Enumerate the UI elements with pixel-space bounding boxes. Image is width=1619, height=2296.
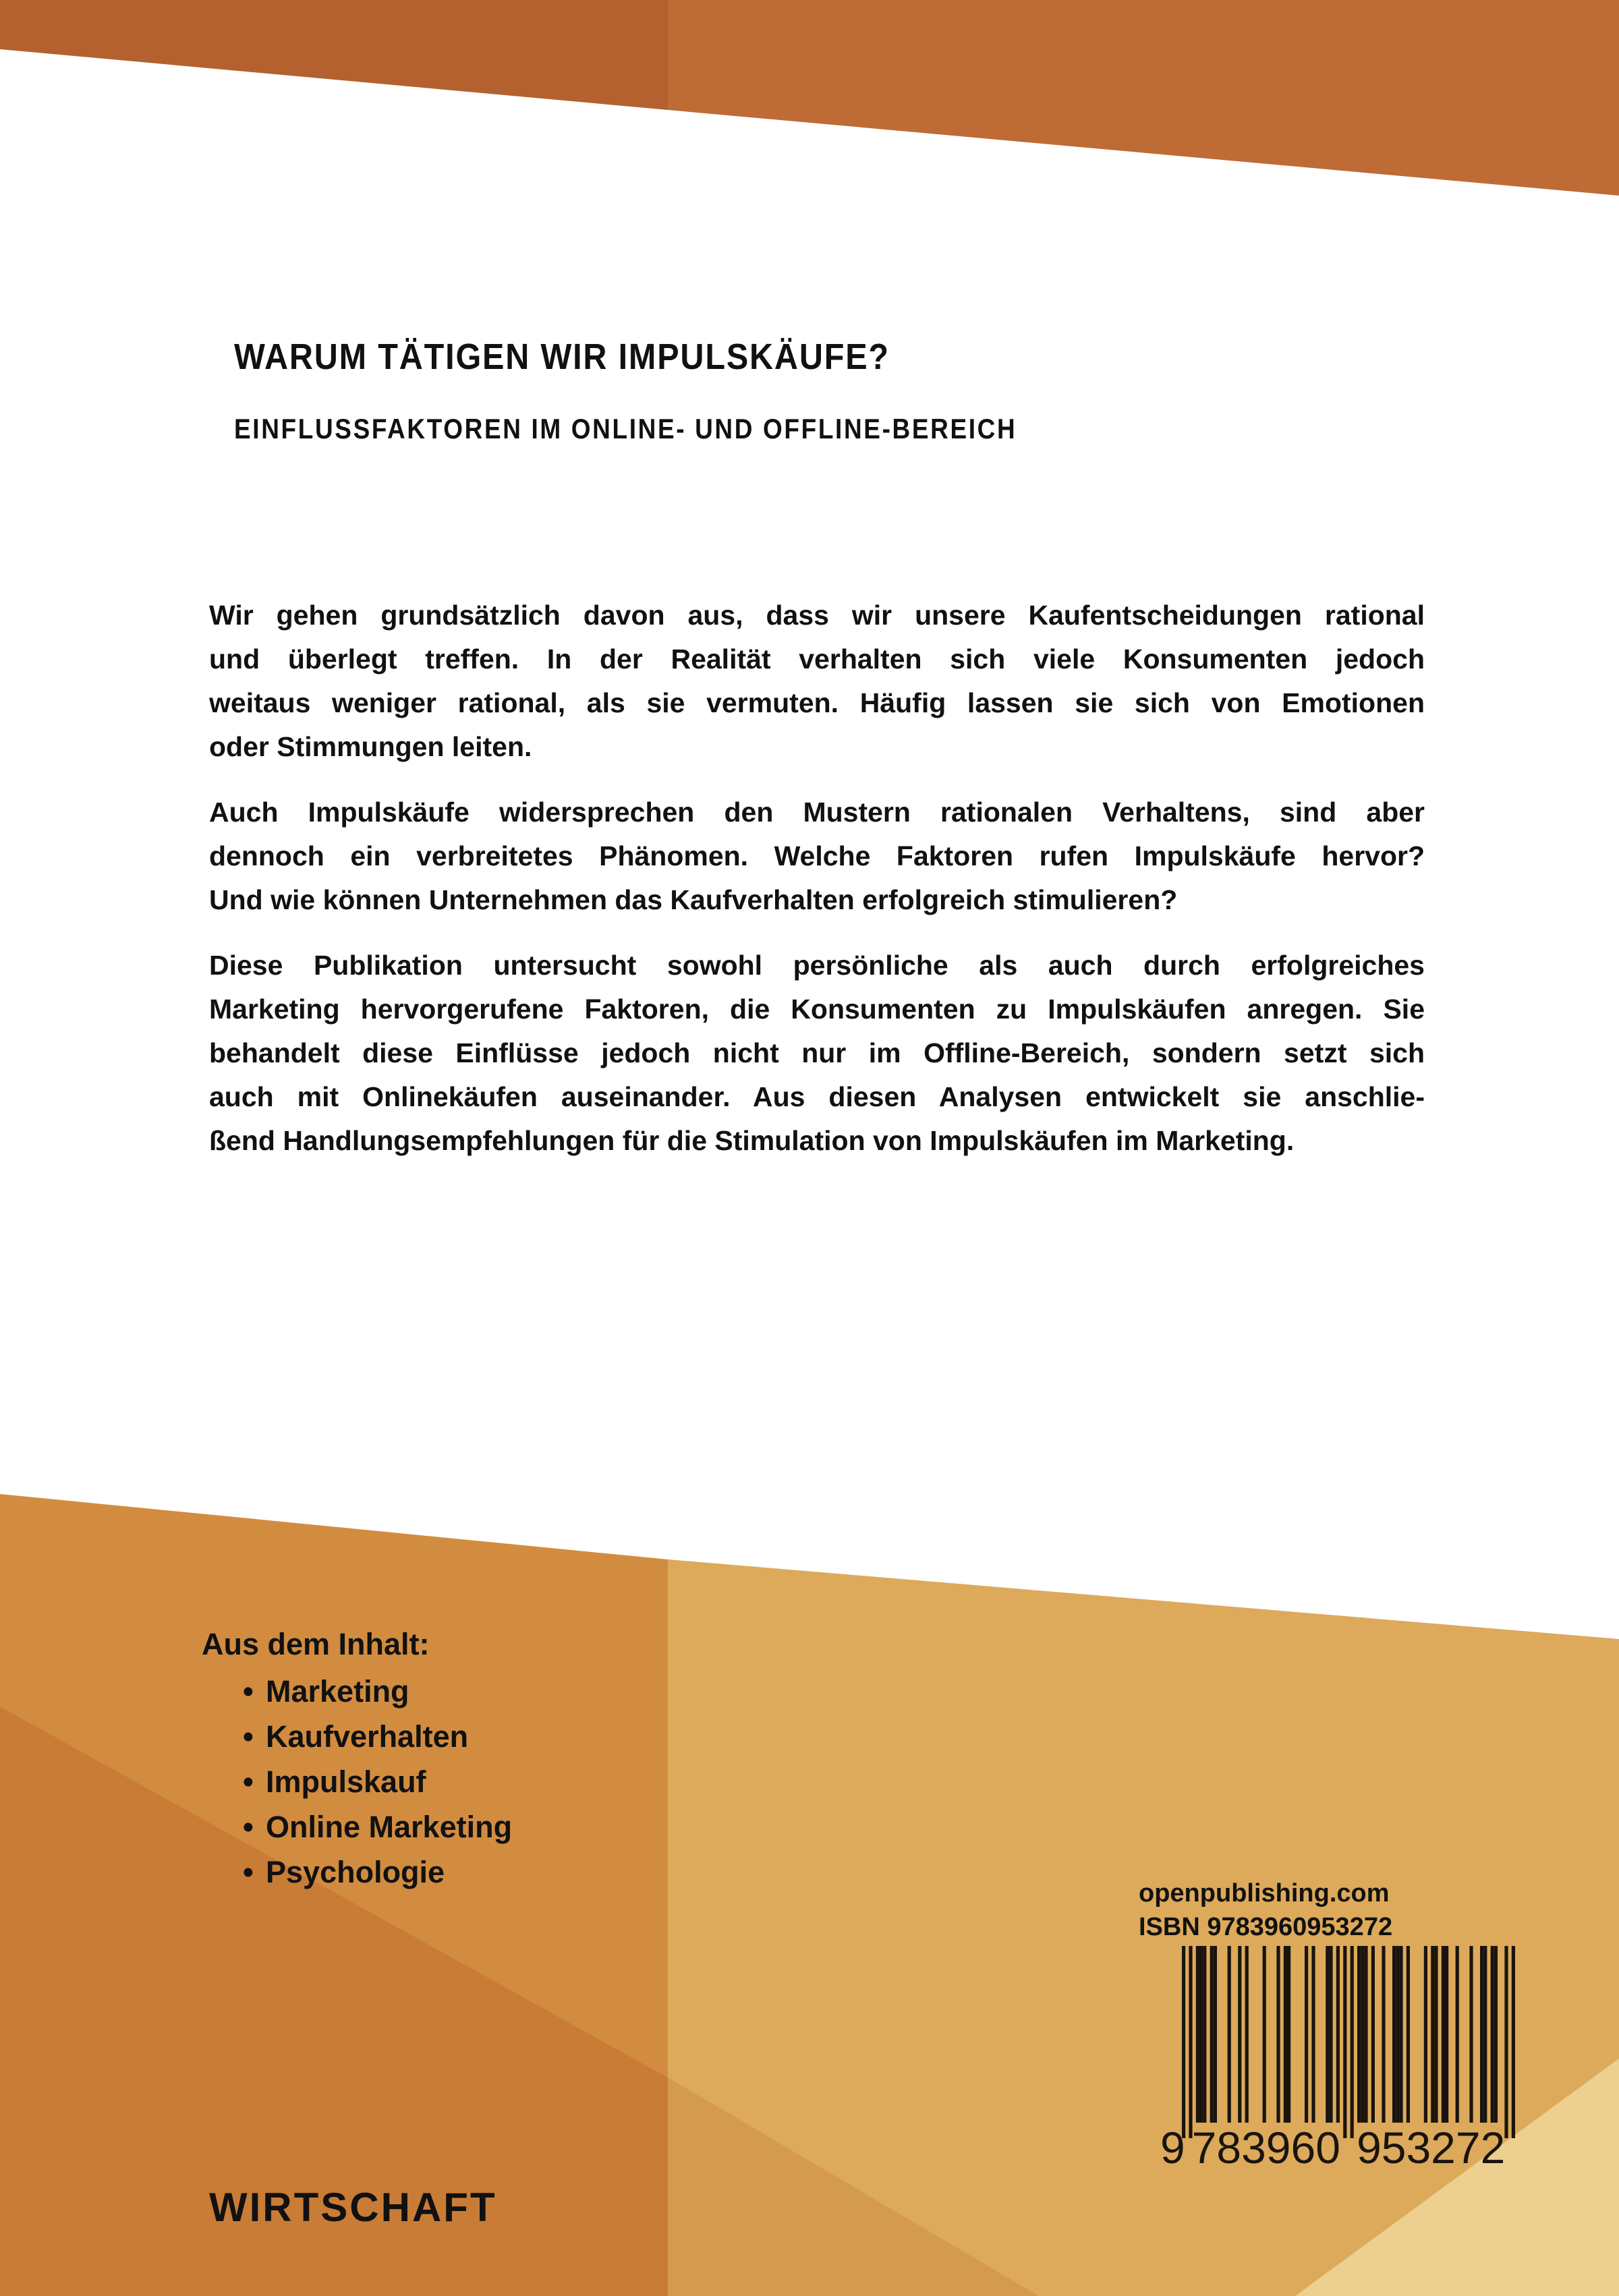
bullet-icon: • — [243, 1719, 254, 1754]
barcode-bar — [1263, 1946, 1266, 2123]
barcode-bar — [1351, 1946, 1354, 2138]
barcode — [1147, 1946, 1525, 2169]
blurb-line: Auch Impulskäufe widersprechen den Mustern rationalen Verhaltens, sind aber — [209, 797, 1425, 828]
isbn-label: ISBN 9783960953272 — [1139, 1913, 1393, 1941]
barcode-bar — [1357, 1946, 1361, 2123]
blurb-paragraph — [209, 594, 1425, 769]
barcode-bar — [1407, 1946, 1410, 2123]
book-title: WARUM TÄTIGEN WIR IMPULSKÄUFE? — [234, 337, 890, 377]
contents-list — [243, 1669, 512, 1895]
top-band-left — [0, 0, 668, 110]
barcode-bar — [1238, 1946, 1241, 2123]
barcode-bar — [1245, 1946, 1249, 2123]
barcode-bar — [1399, 1946, 1402, 2123]
blurb-line: Marketing hervorgerufene Faktoren, die Konsumenten zu Impulskäufen anregen. Sie — [209, 994, 1425, 1025]
barcode-bar — [1442, 1946, 1445, 2123]
contents-item — [243, 1669, 512, 1714]
barcode-bar — [1469, 1946, 1473, 2123]
barcode-bar — [1382, 1946, 1385, 2123]
blurb-line: behandelt diese Einflüsse jedoch nicht nur im Offline-Bereich, sondern setzt sich — [209, 1037, 1425, 1068]
barcode-bar — [1199, 1946, 1203, 2123]
barcode-bar — [1284, 1946, 1287, 2123]
barcode-bar — [1364, 1946, 1367, 2123]
contents-item — [243, 1804, 512, 1849]
barcode-bar — [1305, 1946, 1308, 2123]
barcode-bar — [1361, 1946, 1364, 2123]
barcode-bar — [1491, 1946, 1494, 2123]
bullet-icon: • — [243, 1810, 254, 1844]
blurb-line: Diese Publikation untersucht sowohl persönliche als auch durch erfolgreiches — [209, 950, 1425, 981]
publisher-info — [1139, 1876, 1392, 1944]
barcode-bar — [1396, 1946, 1399, 2123]
book-subtitle: EINFLUSSFAKTOREN IM ONLINE- UND OFFLINE-BEREICH — [234, 413, 1017, 444]
barcode-bar — [1392, 1946, 1396, 2123]
bullet-icon: • — [243, 1855, 254, 1889]
blurb-line: dennoch ein verbreitetes Phänomen. Welche Faktoren rufen Impulskäufe hervor? — [209, 840, 1425, 871]
barcode-digits: 9 — [1160, 2123, 1185, 2169]
barcode-bar — [1512, 1946, 1515, 2138]
contents-item-label: Impulskauf — [266, 1764, 426, 1799]
barcode-bar — [1329, 1946, 1332, 2123]
barcode-bar — [1445, 1946, 1448, 2123]
barcode-bar — [1504, 1946, 1508, 2138]
barcode-bar — [1480, 1946, 1483, 2123]
blurb-line: weitaus weniger rational, als sie vermuten. Häufig lassen sie sich von Emotionen — [209, 687, 1425, 718]
blurb — [209, 594, 1425, 1184]
barcode-bar — [1336, 1946, 1340, 2123]
bullet-icon: • — [243, 1674, 254, 1709]
barcode-bar — [1182, 1946, 1185, 2138]
contents-item-label: Online Marketing — [266, 1810, 513, 1844]
barcode-bar — [1276, 1946, 1280, 2123]
barcode-bar — [1210, 1946, 1214, 2123]
barcode-bar — [1214, 1946, 1217, 2123]
top-band-right — [668, 0, 1619, 196]
contents-item — [243, 1759, 512, 1804]
blurb-line: auch mit Onlinekäufen auseinander. Aus diesen Analysen entwickelt sie anschlie- — [209, 1081, 1425, 1112]
publisher-url: openpublishing.com — [1139, 1879, 1390, 1907]
category-label: WIRTSCHAFT — [209, 2185, 497, 2230]
barcode-bar — [1189, 1946, 1192, 2138]
blurb-line: ßend Handlungsempfehlungen für die Stimulation von Impulskäufen im Marketing. — [209, 1125, 1295, 1156]
barcode-bar — [1494, 1946, 1498, 2123]
barcode-bar — [1371, 1946, 1375, 2123]
barcode-bar — [1343, 1946, 1346, 2138]
blurb-line: Und wie können Unternehmen das Kaufverhalten erfolgreich stimulieren? — [209, 884, 1178, 915]
contents-item-label: Marketing — [266, 1674, 409, 1709]
barcode-digits: 953272 — [1357, 2123, 1506, 2169]
blurb-paragraph — [209, 791, 1425, 922]
contents-item-label: Kaufverhalten — [266, 1719, 469, 1754]
contents-item-label: Psychologie — [266, 1855, 445, 1889]
barcode-bar — [1456, 1946, 1459, 2123]
contents-item — [243, 1714, 512, 1759]
barcode-bar — [1434, 1946, 1438, 2123]
blurb-line: oder Stimmungen leiten. — [209, 731, 532, 762]
barcode-digits: 783960 — [1191, 2123, 1340, 2169]
barcode-bar — [1287, 1946, 1290, 2123]
blurb-line: Wir gehen grundsätzlich davon aus, dass wir unsere Kaufentscheidungen rational — [209, 600, 1425, 631]
contents-heading: Aus dem Inhalt: — [202, 1627, 430, 1661]
barcode-bar — [1326, 1946, 1329, 2123]
blurb-paragraph — [209, 944, 1425, 1163]
contents-item — [243, 1849, 512, 1895]
barcode-bar — [1311, 1946, 1315, 2123]
bullet-icon: • — [243, 1764, 254, 1799]
barcode-bar — [1424, 1946, 1427, 2123]
barcode-bar — [1483, 1946, 1487, 2123]
blurb-line: und überlegt treffen. In der Realität verhalten sich viele Konsumenten jedoch — [209, 643, 1425, 675]
barcode-bar — [1228, 1946, 1231, 2123]
barcode-bar — [1196, 1946, 1199, 2123]
barcode-bar — [1431, 1946, 1434, 2123]
barcode-bar — [1203, 1946, 1206, 2123]
